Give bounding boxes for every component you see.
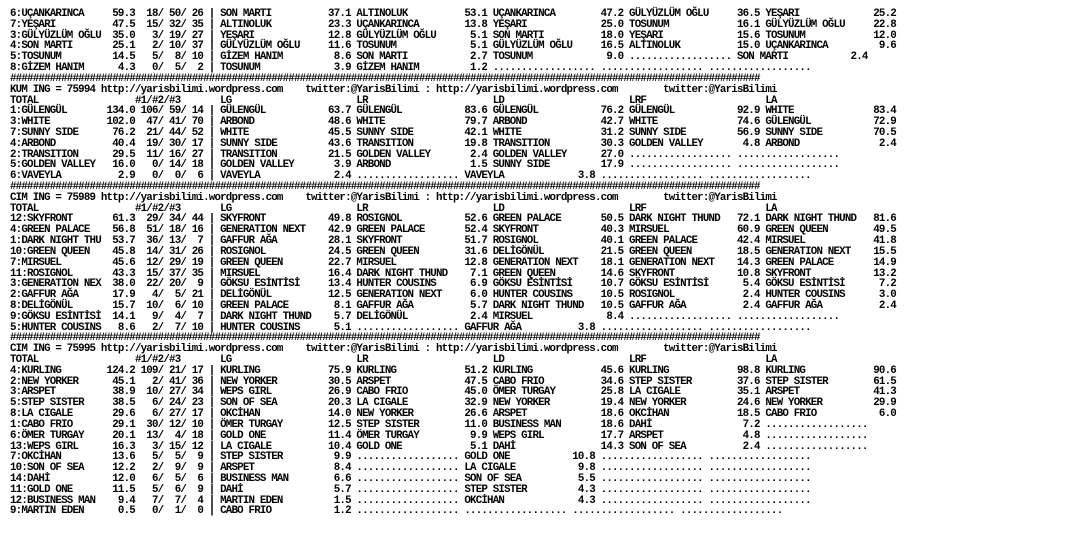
result-line: 3:GENERATION NEX 38.0 22/ 20/ 9 | GÖKSU ESİNTİSİ 13.4 HUNTER COUSINS 6.9 GÖKSU ESİNTİSİ 10.7 GÖKSU ESİNTİSİ 5.4 GÖKSU ESİNTİSİ 7.2 <box>10 278 896 291</box>
result-line: 5:GOLDEN VALLEY 16.0 0/ 14/ 18 | GOLDEN VALLEY 3.9 ARBOND 1.5 SUNNY SIDE 17.9 .................. .................. <box>10 159 840 172</box>
column-header: TOTAL #1/#2/#3 LG LR LD LRF LA <box>10 202 777 215</box>
column-header: TOTAL #1/#2/#3 LG LR LD LRF LA <box>10 354 777 366</box>
race-header-cim-75989: CIM ING = 75989 http://yarisbilimi.wordpress.com twitter:@YarisBilimi : http://yarisbilimi.wordpress.com twitter:@YarisBilimi <box>10 191 777 204</box>
result-line: 11:GOLD ONE 11.5 5/ 6/ 9 | DAHİ 5.7 .................. STEP SISTER 4.3 .................. .................. <box>10 483 811 496</box>
result-line: 10:SON OF SEA 12.2 2/ 9/ 9 | ARSPET 8.4 .................. LA CIGALE 9.8 .................. .................. <box>10 462 811 475</box>
result-line: 6:VAVEYLA 2.9 0/ 0/ 6 | VAVEYLA 2.4 .................. VAVEYLA 3.8 .................. .................. <box>10 170 811 183</box>
result-line: 5:STEP SISTER 38.5 6/ 24/ 23 | SON OF SEA 20.3 LA CIGALE 32.9 NEW YORKER 19.4 NEW YORKER 24.6 NEW YORKER 29.9 <box>10 397 896 410</box>
separator-line: #################################################################################################################################### <box>10 72 760 85</box>
result-line: 6:UÇANKARINCA 59.3 18/ 50/ 26 | SON MARTI 37.1 ALTINOLUK 53.1 UÇANKARINCA 47.2 GÜLYÜZLÜM OĞLU 36.5 YEŞARI 25.2 <box>10 8 896 20</box>
result-line: 8:LA CIGALE 29.6 6/ 27/ 17 | OKCİHAN 14.0 NEW YORKER 26.6 ARSPET 18.6 OKCİHAN 18.5 CABO FRIO 6.0 <box>10 408 896 421</box>
result-line: 7:MIRSUEL 45.6 12/ 29/ 19 | GREEN QUEEN 22.7 MIRSUEL 12.8 GENERATION NEXT 18.1 GENERATION NEXT 14.3 GREEN PALACE 14.9 <box>10 256 896 269</box>
result-line: 4:KURLING 124.2 109/ 21/ 17 | KURLING 75.9 KURLING 51.2 KURLING 45.6 KURLING 98.8 KURLING 90.6 <box>10 364 896 377</box>
result-line: 13:WEPS GIRL 16.3 3/ 15/ 12 | LA CIGALE 10.4 GOLD ONE 5.1 DAHİ 14.3 SON OF SEA 2.4 .................. <box>10 440 868 453</box>
result-line: 1:GÜLENGÜL 134.0 106/ 59/ 14 | GÜLENGÜL 63.7 GÜLENGÜL 83.6 GÜLENGÜL 76.2 GÜLENGÜL 92.9 WHITE 83.4 <box>10 105 896 118</box>
result-line: 2:TRANSITION 29.5 11/ 16/ 27 | TRANSITION 21.5 GOLDEN VALLEY 2.4 GOLDEN VALLEY 27.0 .................. .................. <box>10 148 840 161</box>
result-line: 4:ARBOND 40.4 19/ 30/ 17 | SUNNY SIDE 43.6 TRANSITION 19.8 TRANSITION 30.3 GOLDEN VALLEY 4.8 ARBOND 2.4 <box>10 137 896 150</box>
result-line: 12:BUSINESS MAN 9.4 7/ 7/ 4 | MARTIN EDEN 1.5 .................. OKCİHAN 4.3 .................. .................. <box>10 494 811 507</box>
result-line: 4:SON MARTI 25.1 2/ 10/ 37 | GÜLYÜZLÜM OĞLU 11.6 TOSUNUM 5.1 GÜLYÜZLÜM OĞLU 16.5 ALTINOLUK 15.0 UÇANKARINCA 9.6 <box>10 40 896 53</box>
result-line: 9:MARTIN EDEN 0.5 0/ 1/ 0 | CABO FRIO 1.2 .................. .................. .................. .................. <box>10 505 783 518</box>
race-results-sheet <box>10 9 896 517</box>
result-line: 3:WHITE 102.0 47/ 41/ 70 | ARBOND 48.6 WHITE 79.7 ARBOND 42.7 WHITE 74.6 GÜLENGÜL 72.9 <box>10 116 896 129</box>
result-line: 4:GREEN PALACE 56.8 51/ 18/ 16 | GENERATION NEXT 42.9 GREEN PALACE 52.4 SKYFRONT 40.3 MIRSUEL 60.9 GREEN QUEEN 49.5 <box>10 224 896 237</box>
race-header-kum-75994: KUM ING = 75994 http://yarisbilimi.wordpress.com twitter:@YarisBilimi : http://yarisbilimi.wordpress.com twitter:@YarisBilimi <box>10 83 777 96</box>
result-line: 10:GREEN QUEEN 45.8 14/ 31/ 26 | ROSIGNOL 24.5 GREEN QUEEN 31.6 DELİGÖNÜL 21.5 GREEN QUEEN 18.5 GENERATION NEXT 15.5 <box>10 245 896 258</box>
result-line: 11:ROSIGNOL 43.3 15/ 37/ 35 | MIRSUEL 16.4 DARK NIGHT THUND 7.1 GREEN QUEEN 14.6 SKYFRONT 10.8 SKYFRONT 13.2 <box>10 267 896 280</box>
result-line: 8:GİZEM HANIM 4.3 0/ 5/ 2 | TOSUNUM 3.9 GİZEM HANIM 1.2 .................. .................. .................. <box>10 62 811 75</box>
race-header-cim-75995: CIM ING = 75995 http://yarisbilimi.wordpress.com twitter:@YarisBilimi : http://yarisbilimi.wordpress.com twitter:@YarisBilimi <box>10 343 777 356</box>
result-line: 1:CABO FRIO 29.1 30/ 12/ 10 | ÖMER TURGAY 12.5 STEP SISTER 11.0 BUSINESS MAN 18.6 DAHİ 7.2 .................. <box>10 418 868 431</box>
result-line: 5:TOSUNUM 14.5 5/ 8/ 10 | GİZEM HANIM 8.6 SON MARTI 2.7 TOSUNUM 9.0 .................. SON MARTI 2.4 <box>10 51 868 64</box>
separator-line: #################################################################################################################################### <box>10 181 760 193</box>
result-line: 12:SKYFRONT 61.3 29/ 34/ 44 | SKYFRONT 49.8 ROSIGNOL 52.6 GREEN PALACE 50.5 DARK NIGHT THUND 72.1 DARK NIGHT THUND 81.6 <box>10 213 896 226</box>
result-line: 3:GÜLYÜZLÜM OĞLU 35.0 3/ 19/ 27 | YEŞARI 12.8 GÜLYÜZLÜM OĞLU 5.1 SON MARTI 18.0 YEŞARI 15.6 TOSUNUM 12.0 <box>10 29 896 42</box>
result-line: 5:HUNTER COUSINS 8.6 2/ 7/ 10 | HUNTER COUSINS 5.1 .................. GAFFUR AĞA 3.8 .................. .................. <box>10 321 811 334</box>
result-line: 9:GÖKSU ESİNTİSİ 14.1 9/ 4/ 7 | DARK NIGHT THUND 5.7 DELİGÖNÜL 2.4 MIRSUEL 8.4 .................. .................. <box>10 310 840 323</box>
result-line: 1:DARK NIGHT THU 53.7 36/ 13/ 7 | GAFFUR AĞA 28.1 SKYFRONT 51.7 ROSIGNOL 40.1 GREEN PALACE 42.4 MIRSUEL 41.8 <box>10 235 896 248</box>
result-line: 7:SUNNY SIDE 76.2 21/ 44/ 52 | WHITE 45.5 SUNNY SIDE 42.1 WHITE 31.2 SUNNY SIDE 56.9 SUNNY SIDE 70.5 <box>10 126 896 139</box>
result-line: 14:DAHİ 12.0 6/ 5/ 6 | BUSINESS MAN 6.6 .................. SON OF SEA 5.5 .................. .................. <box>10 472 811 485</box>
separator-line: #################################################################################################################################### <box>10 332 760 345</box>
result-line: 6:ÖMER TURGAY 20.1 13/ 4/ 18 | GOLD ONE 11.4 ÖMER TURGAY 9.9 WEPS GIRL 17.7 ARSPET 4.8 .................. <box>10 429 868 442</box>
result-line: 7:OKCİHAN 13.6 5/ 5/ 9 | STEP SISTER 9.9 .................. GOLD ONE 10.8 .................. .................. <box>10 451 811 464</box>
result-line: 3:ARSPET 38.9 10/ 27/ 34 | WEPS GIRL 26.9 CABO FRIO 45.0 ÖMER TURGAY 25.8 LA CIGALE 35.1 ARSPET 41.3 <box>10 386 896 399</box>
result-line: 2:NEW YORKER 45.1 2/ 41/ 36 | NEW YORKER 30.5 ARSPET 47.5 CABO FRIO 34.6 STEP SISTER 37.6 STEP SISTER 61.5 <box>10 375 896 388</box>
result-line: 7:YEŞARI 47.5 15/ 32/ 35 | ALTINOLUK 23.3 UÇANKARINCA 13.8 YEŞARI 25.0 TOSUNUM 16.1 GÜLYÜZLÜM OĞLU 22.8 <box>10 18 896 31</box>
column-header: TOTAL #1/#2/#3 LG LR LD LRF LA <box>10 94 777 107</box>
result-line: 2:GAFFUR AĞA 17.9 4/ 5/ 21 | DELİGÖNÜL 12.5 GENERATION NEXT 6.0 HUNTER COUSINS 10.5 ROSIGNOL 2.4 HUNTER COUSINS 3.0 <box>10 289 896 302</box>
result-line: 8:DELİGÖNÜL 15.7 10/ 6/ 10 | GREEN PALACE 8.1 GAFFUR AĞA 5.7 DARK NIGHT THUND 10.5 GAFFUR AĞA 2.4 GAFFUR AĞA 2.4 <box>10 299 896 312</box>
